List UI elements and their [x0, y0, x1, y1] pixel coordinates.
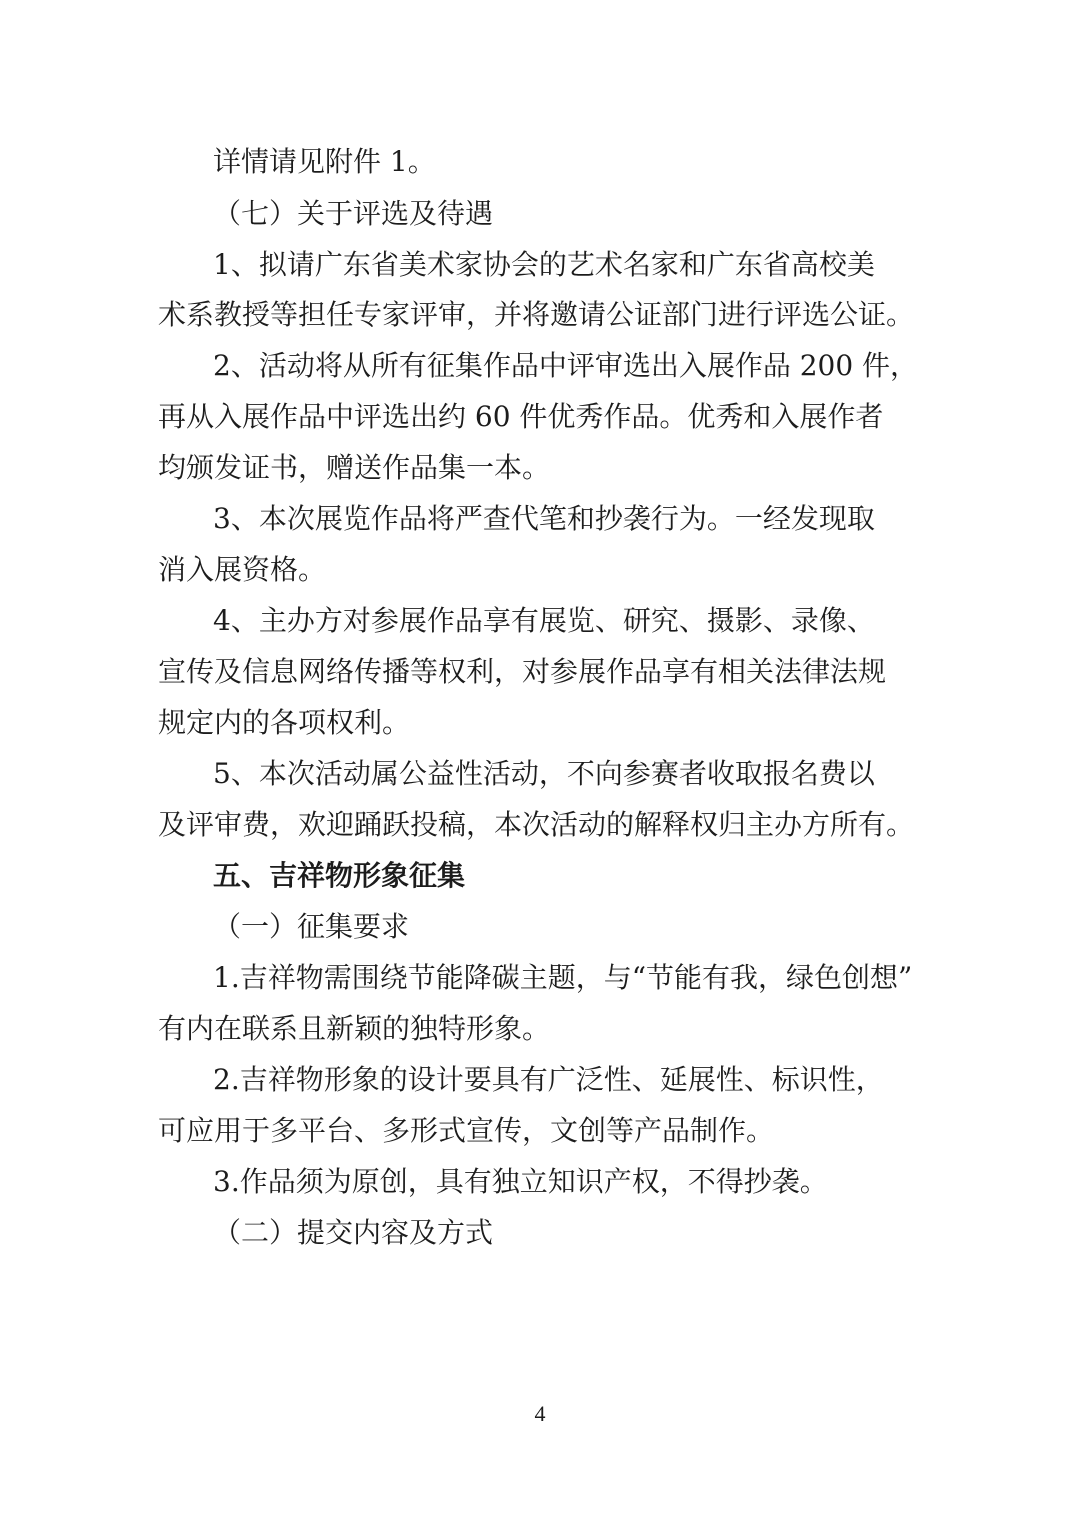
list-item-line: 3.作品须为原创，具有独立知识产权，不得抄袭。: [213, 1165, 828, 1198]
subsection-heading: （二）提交内容及方式: [213, 1216, 494, 1249]
list-item-line: 可应用于多平台、多形式宣传，文创等产品制作。: [158, 1114, 775, 1147]
list-item-line: 及评审费，欢迎踊跃投稿，本次活动的解释权归主办方所有。: [158, 808, 915, 841]
list-item-line: 有内在联系且新颖的独特形象。: [158, 1012, 551, 1045]
list-item-line: 4、主办方对参展作品享有展览、研究、摄影、录像、: [213, 604, 875, 637]
page-number: 4: [534, 1401, 546, 1426]
section-heading: 五、吉祥物形象征集: [213, 859, 466, 892]
list-item-line: 1.吉祥物需围绕节能降碳主题，与“节能有我，绿色创想”: [213, 961, 913, 994]
list-item-line: 1、拟请广东省美术家协会的艺术名家和广东省高校美: [213, 248, 875, 281]
list-item-line: 宣传及信息网络传播等权利，对参展作品享有相关法律法规: [158, 655, 887, 688]
list-item-line: 规定内的各项权利。: [158, 706, 411, 739]
list-item-line: 均颁发证书，赠送作品集一本。: [158, 451, 551, 484]
list-item-line: 2、活动将从所有征集作品中评审选出入展作品 200 件，: [213, 349, 919, 382]
list-item-line: 术系教授等担任专家评审，并将邀请公证部门进行评选公证。: [158, 298, 915, 331]
body-line: 详情请见附件 1。: [213, 145, 436, 178]
subsection-heading: （七）关于评选及待遇: [213, 197, 494, 230]
list-item-line: 3、本次展览作品将严查代笔和抄袭行为。一经发现取: [213, 502, 875, 535]
list-item-line: 5、本次活动属公益性活动，不向参赛者收取报名费以: [213, 757, 875, 790]
subsection-heading: （一）征集要求: [213, 910, 410, 943]
list-item-line: 再从入展作品中评选出约 60 件优秀作品。优秀和入展作者: [158, 400, 884, 433]
list-item-line: 2.吉祥物形象的设计要具有广泛性、延展性、标识性，: [213, 1063, 884, 1096]
list-item-line: 消入展资格。: [158, 553, 327, 586]
